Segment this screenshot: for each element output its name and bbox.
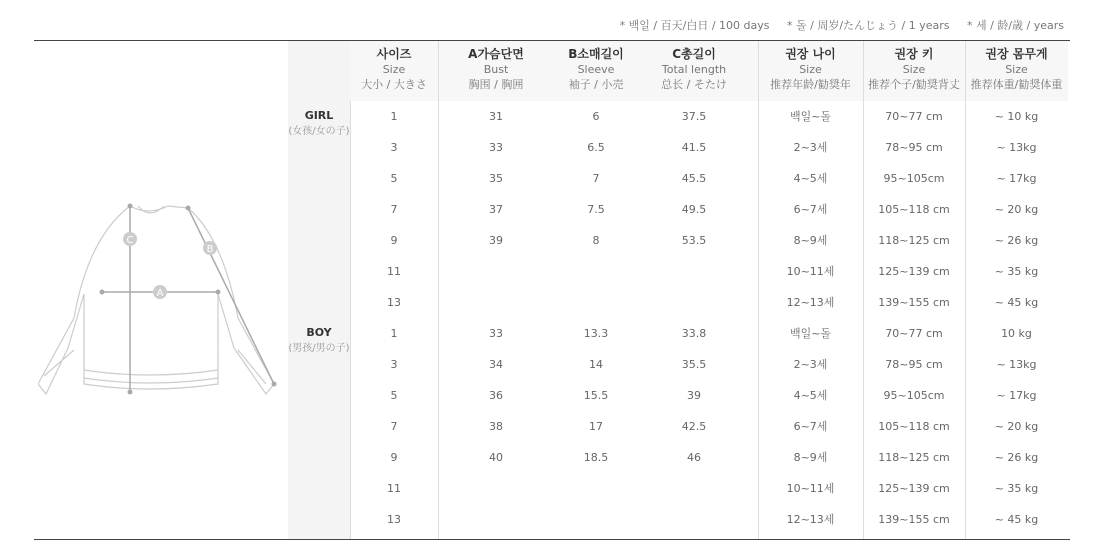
- table-cell: 139~155 cm: [878, 513, 950, 526]
- table-cell: [438, 473, 554, 504]
- table-row: [288, 504, 1039, 535]
- table-cell: 13: [387, 296, 401, 309]
- table-cell: 7: [390, 203, 398, 216]
- table-cell: ~ 17kg: [996, 172, 1037, 185]
- table-row: [288, 163, 1037, 194]
- table-cell: ~ 45 kg: [994, 296, 1039, 309]
- header-total-length: [638, 41, 750, 101]
- size-table: [288, 41, 1068, 539]
- table-cell: 33.8: [681, 327, 707, 340]
- table-cell: 4~5세: [793, 172, 828, 185]
- table-cell: 125~139 cm: [878, 265, 950, 278]
- label-a: [153, 285, 167, 299]
- table-cell: 14: [589, 358, 603, 371]
- table-cell: 3: [390, 358, 398, 371]
- header-sub: 推荐个子/勧奨背丈: [868, 78, 960, 91]
- table-cell: 35.5: [681, 358, 707, 371]
- table-cell: 9: [390, 451, 398, 464]
- note-1-year: * 돌 / 周岁/たんじょう / 1 years: [787, 19, 950, 32]
- table-cell: 49.5: [681, 203, 707, 216]
- table-cell: 17: [589, 420, 603, 433]
- table-bottom-rule: [34, 539, 1070, 540]
- table-row: [288, 442, 1039, 473]
- table-cell: 39: [687, 389, 701, 402]
- header-rec-weight: [965, 41, 1068, 101]
- table-cell: ~ 35 kg: [994, 265, 1039, 278]
- table-cell: 11: [387, 482, 401, 495]
- header-ko: 권장 몸무게: [985, 47, 1048, 61]
- label-c: [123, 232, 137, 246]
- header-ko: 사이즈: [376, 47, 412, 61]
- table-cell: 125~139 cm: [878, 482, 950, 495]
- table-cell: 78~95 cm: [885, 141, 943, 154]
- table-cell: 70~77 cm: [885, 327, 943, 340]
- table-row: [288, 318, 1032, 349]
- table-cell: 37.5: [681, 110, 707, 123]
- table-cell: 백일~돌: [789, 110, 832, 123]
- note-100-days: * 백일 / 百天/白日 / 100 days: [619, 19, 770, 32]
- table-cell: 7: [390, 420, 398, 433]
- table-cell: [438, 256, 554, 287]
- group-sub: (女孩/女の子): [288, 126, 350, 137]
- header-rec-age: [758, 41, 863, 101]
- table-cell: 7: [592, 172, 600, 185]
- table-cell: 10~11세: [786, 265, 835, 278]
- table-cell: 33: [489, 141, 503, 154]
- header-en: Total length: [661, 63, 727, 76]
- table-cell: 11: [387, 265, 401, 278]
- table-cell: 6~7세: [793, 420, 828, 433]
- table-cell: 5: [390, 389, 398, 402]
- table-row: [288, 473, 1039, 504]
- header-en: Size: [799, 63, 822, 76]
- table-cell: ~ 20 kg: [994, 420, 1039, 433]
- table-cell: [638, 287, 750, 318]
- group-name: GIRL: [304, 109, 334, 122]
- header-sub: 胸围 / 胸囲: [468, 78, 524, 91]
- table-cell: 31: [489, 110, 503, 123]
- table-cell: [554, 287, 638, 318]
- table-row: [288, 132, 1037, 163]
- table-cell: 78~95 cm: [885, 358, 943, 371]
- table-cell: 34: [489, 358, 503, 371]
- table-cell: 95~105cm: [883, 389, 945, 402]
- table-cell: [438, 287, 554, 318]
- header-ko: B소매길이: [568, 47, 624, 61]
- table-cell: ~ 13kg: [996, 141, 1037, 154]
- table-cell: ~ 10 kg: [994, 110, 1039, 123]
- table-row: [288, 411, 1039, 442]
- header-ko: C총길이: [672, 47, 716, 61]
- table-cell: 2~3세: [793, 141, 828, 154]
- table-cell: 38: [489, 420, 503, 433]
- table-cell: [554, 473, 638, 504]
- table-cell: 118~125 cm: [878, 234, 950, 247]
- table-cell: 37: [489, 203, 503, 216]
- table-cell: 12~13세: [786, 296, 835, 309]
- table-cell: 105~118 cm: [878, 203, 950, 216]
- table-cell: 9: [390, 234, 398, 247]
- table-cell: 7.5: [587, 203, 605, 216]
- table-cell: 6: [592, 110, 600, 123]
- table-cell: [554, 504, 638, 535]
- table-cell: 18.5: [583, 451, 609, 464]
- group-name: BOY: [306, 326, 332, 339]
- table-cell: 118~125 cm: [878, 451, 950, 464]
- table-cell: ~ 13kg: [996, 358, 1037, 371]
- table-cell: 46: [687, 451, 701, 464]
- table-cell: 45.5: [681, 172, 707, 185]
- table-cell: 39: [489, 234, 503, 247]
- table-row: [288, 101, 1039, 132]
- table-row: [288, 380, 1037, 411]
- table-cell: 8: [592, 234, 600, 247]
- table-cell: 70~77 cm: [885, 110, 943, 123]
- table-cell: 10~11세: [786, 482, 835, 495]
- table-cell: 13: [387, 513, 401, 526]
- table-cell: 8~9세: [793, 451, 828, 464]
- header-size: [350, 41, 438, 101]
- table-cell: 139~155 cm: [878, 296, 950, 309]
- table-cell: 6.5: [587, 141, 605, 154]
- header-en: Size: [902, 63, 926, 76]
- table-cell: 4~5세: [793, 389, 828, 402]
- table-cell: 42.5: [681, 420, 707, 433]
- header-bust: [438, 41, 554, 101]
- svg-text:A: A: [156, 288, 164, 299]
- header-sub: 总长 / そたけ: [661, 78, 727, 91]
- table-cell: 41.5: [681, 141, 707, 154]
- garment-measurement-diagram: [38, 198, 284, 408]
- header-ko: A가슴단면: [468, 47, 524, 61]
- table-cell: [638, 256, 750, 287]
- table-cell: 3: [390, 141, 398, 154]
- svg-text:B: B: [206, 244, 214, 255]
- table-cell: 95~105cm: [883, 172, 945, 185]
- size-notes: [606, 17, 1064, 33]
- table-cell: [554, 256, 638, 287]
- table-cell: 10 kg: [1001, 327, 1032, 340]
- header-sub: 推荐体重/勧奨体重: [970, 78, 1063, 91]
- label-b: [203, 241, 217, 255]
- header-sub: 大小 / 大きさ: [361, 78, 427, 91]
- table-cell: ~ 20 kg: [994, 203, 1039, 216]
- table-cell: 12~13세: [786, 513, 835, 526]
- table-cell: ~ 45 kg: [994, 513, 1039, 526]
- header-en: Sleeve: [577, 63, 615, 76]
- note-years: * 세 / 龄/歳 / years: [967, 19, 1064, 32]
- header-rec-height: [863, 41, 965, 101]
- table-cell: 15.5: [583, 389, 609, 402]
- table-cell: 35: [489, 172, 503, 185]
- header-sub: 袖子 / 小売: [568, 78, 624, 91]
- table-cell: 105~118 cm: [878, 420, 950, 433]
- svg-text:C: C: [126, 235, 134, 246]
- table-cell: 36: [489, 389, 503, 402]
- table-cell: 53.5: [681, 234, 707, 247]
- header-ko: 권장 나이: [785, 47, 836, 61]
- table-row: [288, 256, 1039, 287]
- header-sub: 推荐年龄/勧奨年: [770, 78, 851, 91]
- table-row: [288, 225, 1039, 256]
- table-cell: 2~3세: [793, 358, 828, 371]
- table-cell: 13.3: [583, 327, 609, 340]
- header-ko: 권장 키: [894, 47, 934, 61]
- table-cell: 백일~돌: [789, 327, 832, 340]
- table-row: [288, 287, 1039, 318]
- table-row: [288, 349, 1037, 380]
- group-sub: (男孩/男の子): [288, 343, 350, 354]
- table-cell: ~ 26 kg: [994, 234, 1039, 247]
- table-cell: 1: [390, 327, 398, 340]
- table-cell: ~ 17kg: [996, 389, 1037, 402]
- table-cell: 1: [390, 110, 398, 123]
- header-en: Size: [382, 63, 406, 76]
- table-cell: [438, 504, 554, 535]
- table-row: [288, 194, 1039, 225]
- table-cell: 5: [390, 172, 398, 185]
- table-cell: [638, 504, 750, 535]
- table-cell: 8~9세: [793, 234, 828, 247]
- header-en: Size: [1005, 63, 1028, 76]
- table-cell: 40: [489, 451, 503, 464]
- table-cell: ~ 35 kg: [994, 482, 1039, 495]
- header-en: Bust: [483, 63, 509, 76]
- table-cell: 6~7세: [793, 203, 828, 216]
- table-cell: 33: [489, 327, 503, 340]
- header-sleeve: [554, 41, 638, 101]
- table-cell: [638, 473, 750, 504]
- table-cell: ~ 26 kg: [994, 451, 1039, 464]
